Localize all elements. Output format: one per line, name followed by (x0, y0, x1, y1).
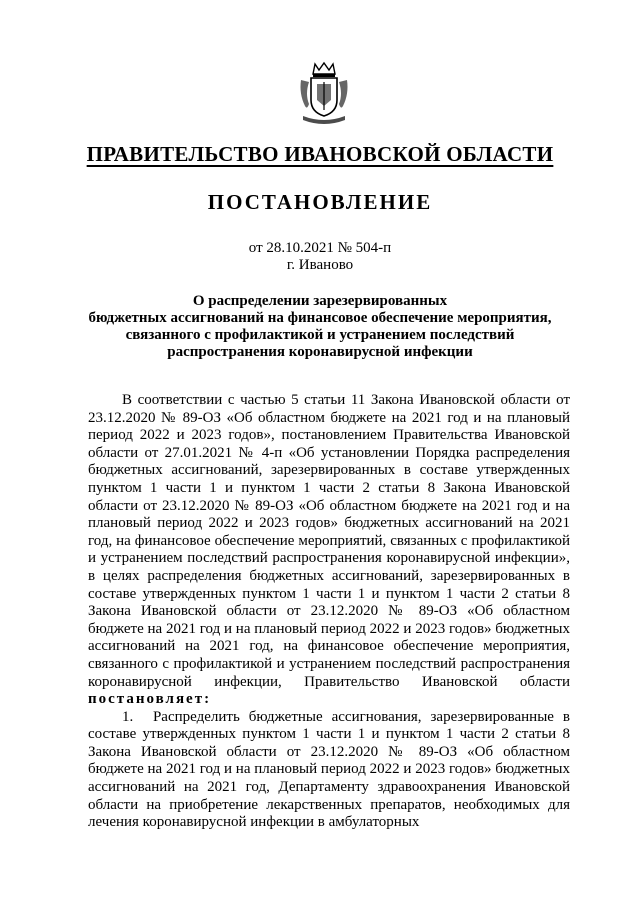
coat-of-arms-icon (297, 60, 351, 126)
item-1-paragraph (88, 709, 570, 832)
heading-line: бюджетных ассигнований на финансовое обеспечение мероприятия, (88, 310, 552, 326)
heading-line: распространения коронавирусной инфекции (167, 344, 473, 360)
heading-line: связанного с профилактикой и устранением последствий (125, 327, 515, 343)
preamble-text: В соответствии с частью 5 статьи 11 Закона Ивановской области от 23.12.2020 № 89-ОЗ «Об областном бюджете на 2021 год и на плановый период 2022 и 2023 годов», постановлением Правительства Ивановской области от 27.01.2021 № 4-п «Об установлении Порядка распределения бюджетных ассигнований, зарезервированных в составе утвержденных пунктом 1 части 1 и пунктом 1 части 2 статьи 8 Закона Ивановской области от 23.12.2020 № 89-ОЗ «Об областном бюджете на 2021 год и на плановый период 2022 и 2023 годов» бюджетных ассигнований на 2021 год, на финансовое обеспечение мероприятий, связанных с профилактикой и устранением последствий распространения коронавирусной инфекции», в целях распределения бюджетных ассигнований, зарезервированных в составе утвержденных пунктом 1 части 1 и пунктом 1 части 2 статьи 8 Закона Ивановской области от 23.12.2020 № 89-ОЗ «Об областном бюджете на 2021 год и на плановый период 2022 и 2023 годов» бюджетных ассигнований на 2021 год, на финансовое обеспечение мероприятия, связанного с профилактикой и устранением последствий распространения коронавирусной инфекции, Правительство Ивановской области (88, 392, 570, 690)
item-1-text: Распределить бюджетные ассигнования, зарезервированные в составе утвержденных пунктом 1 части 1 и пунктом 1 части 2 статьи 8 Закона Ивановской области от 23.12.2020 № 89-ОЗ «Об областном бюджете на 2021 год и на плановый период 2022 и 2023 годов» бюджетных ассигнований на 2021 год, Департаменту здравоохранения Ивановской области на приобретение лекарственных препаратов, необходимых для лечения коронавирусной инфекции в амбулаторных (88, 708, 570, 831)
document-type: ПОСТАНОВЛЕНИЕ (207, 190, 433, 214)
city: г. Иваново (286, 257, 354, 273)
document-meta (0, 240, 640, 274)
heading-line: О распределении зарезервированных (192, 293, 448, 309)
organization-title: ПРАВИТЕЛЬСТВО ИВАНОВСКОЙ ОБЛАСТИ (86, 142, 554, 166)
document-body (88, 392, 570, 832)
decree-word: постановляет: (88, 691, 212, 708)
date-number: от 28.10.2021 № 504-п (248, 240, 392, 256)
document-heading (0, 293, 640, 361)
preamble-paragraph (88, 392, 570, 709)
item-1-number: 1. (122, 708, 134, 725)
